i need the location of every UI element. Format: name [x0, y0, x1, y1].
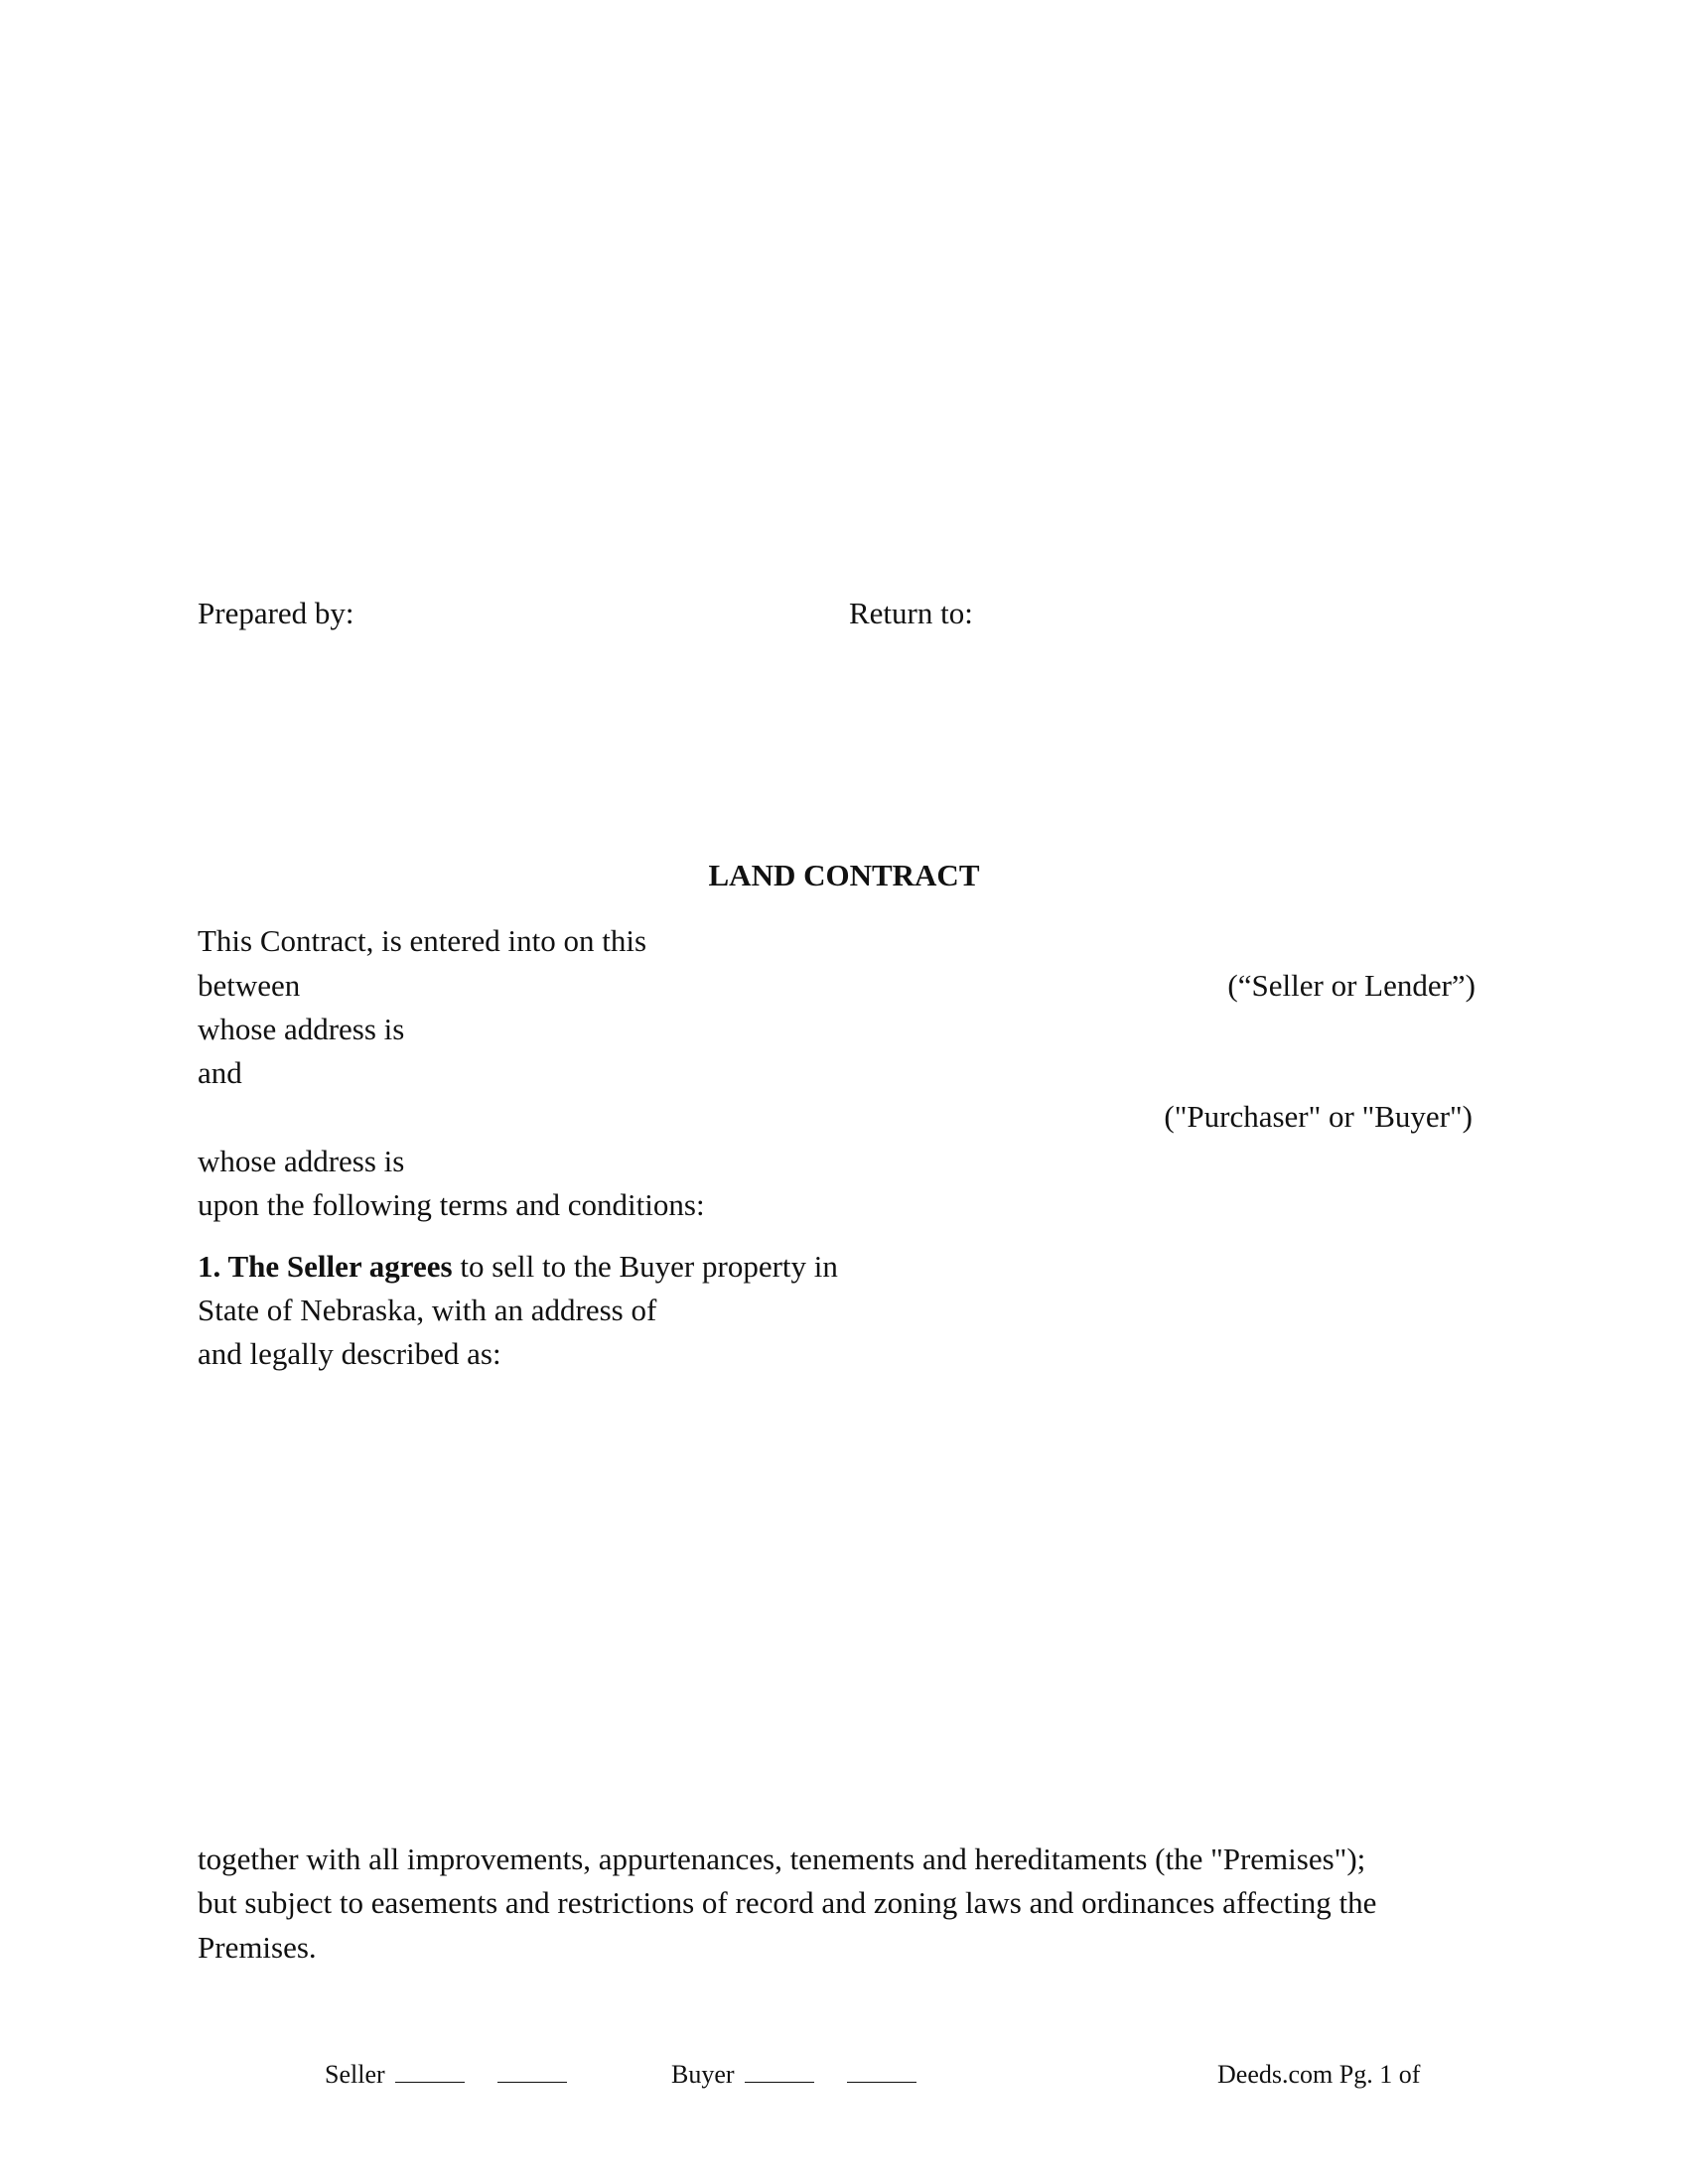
seller-initial-blank-2[interactable]: [497, 2060, 567, 2083]
section-1-text: to sell to the Buyer property in: [452, 1249, 838, 1284]
buyer-role-label: ("Purchaser" or "Buyer"): [1164, 1099, 1473, 1134]
seller-address-label: whose address is: [198, 1012, 405, 1046]
buyer-initial-blank-2[interactable]: [847, 2060, 916, 2083]
section-1-heading: 1. The Seller agrees: [198, 1249, 453, 1284]
terms-intro: upon the following terms and conditions:: [198, 1187, 705, 1222]
section-1-line-2: State of Nebraska, with an address of: [198, 1293, 657, 1327]
section-1-line-3: and legally described as:: [198, 1336, 501, 1371]
buyer-address-label: whose address is: [198, 1144, 405, 1178]
footer-seller-initials: [325, 2058, 567, 2092]
footer-buyer-label: Buyer: [671, 2060, 735, 2089]
between-label: between: [198, 968, 301, 1003]
footer-seller-label: Seller: [325, 2060, 385, 2089]
premises-line-3: Premises.: [198, 1930, 317, 1965]
footer-buyer-initials: [671, 2058, 916, 2092]
and-label: and: [198, 1055, 242, 1090]
seller-role-label: (“Seller or Lender”): [1227, 968, 1476, 1003]
buyer-initial-blank-1[interactable]: [745, 2060, 814, 2083]
premises-line-2: but subject to easements and restrictions of record and zoning laws and ordinances affecting the: [198, 1885, 1377, 1920]
premises-line-1: together with all improvements, appurtenances, tenements and hereditaments (the "Premises");: [198, 1842, 1366, 1876]
prepared-by-label: Prepared by:: [198, 596, 354, 630]
section-1-line-1: [198, 1247, 838, 1287]
return-to-label: Return to:: [849, 596, 973, 630]
document-title: LAND CONTRACT: [708, 858, 980, 892]
seller-initial-blank-1[interactable]: [395, 2060, 465, 2083]
page-number: Deeds.com Pg. 1 of: [1217, 2060, 1421, 2089]
contract-intro: This Contract, is entered into on this: [198, 923, 647, 958]
